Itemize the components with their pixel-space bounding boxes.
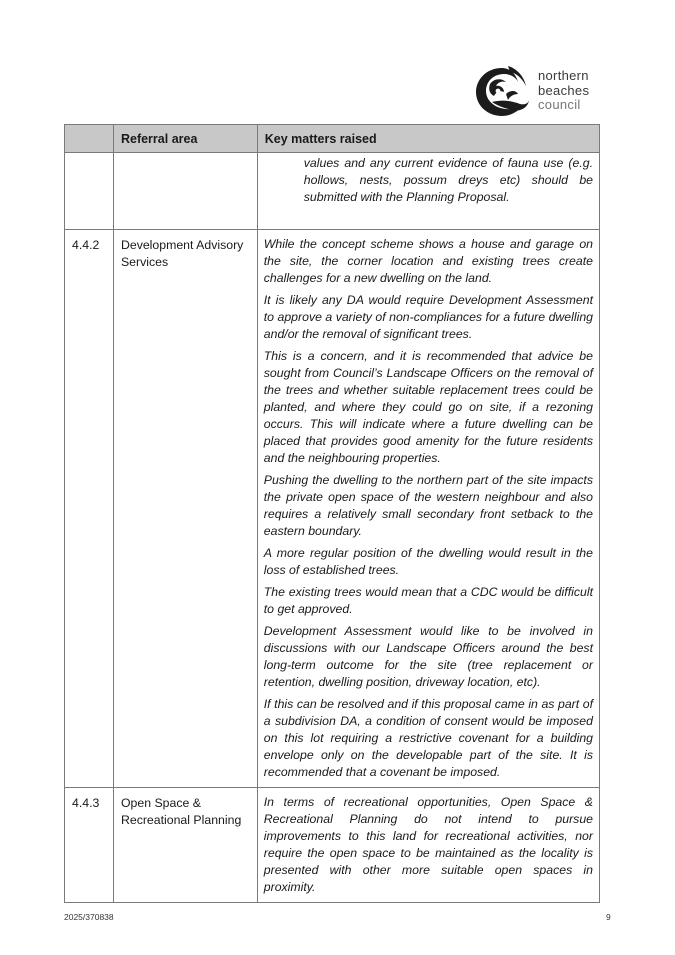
key-matters — [257, 153, 599, 230]
table-header-row — [65, 125, 600, 153]
matter-paragraph: The existing trees would mean that a CDC would be difficult to get approved. — [263, 585, 593, 616]
northern-beaches-wave-emblem-icon — [472, 64, 530, 118]
logo-line-3: council — [538, 97, 581, 112]
table-row — [65, 788, 600, 903]
matter-paragraph: A more regular position of the dwelling would result in the loss of established trees. — [263, 546, 593, 577]
row-number — [65, 153, 114, 230]
referral-area: Development Advisory Services — [113, 230, 257, 788]
council-name — [538, 69, 589, 113]
referral-area: Open Space & Recreational Planning — [113, 788, 257, 903]
matter-paragraph: If this can be resolved and if this proposal came in as part of a subdivision DA, a condition of consent would be imposed on this lot requiring a restrictive covenant for a building envelope only on the developable part of the site. It is recommended that a covenant be imposed. — [263, 697, 593, 779]
matter-paragraph: Development Assessment would like to be involved in discussions with our Landscape Officers around the best long-term outcome for the site (tree replacement or retention, dwelling position, driveway location, etc). — [263, 624, 593, 689]
column-header-number — [65, 125, 114, 153]
table-row — [65, 230, 600, 788]
key-matters — [257, 788, 599, 903]
referral-area — [113, 153, 257, 230]
matter-paragraph: This is a concern, and it is recommended that advice be sought from Council’s Landscape Officers on the removal of the trees and whether suitable replacement trees could be planted, and where they could go on site, if a rezoning occurs. This will indicate where a future dwelling can be placed that provides good amenity for the future residents and the neighbouring properties. — [263, 349, 593, 465]
row-number: 4.4.3 — [65, 788, 114, 903]
column-header-key-matters: Key matters raised — [257, 125, 599, 153]
column-header-referral-area: Referral area — [113, 125, 257, 153]
logo-line-2: beaches — [538, 82, 590, 98]
page-number: 9 — [606, 912, 611, 922]
council-logo — [472, 62, 622, 120]
matter-paragraph: It is likely any DA would require Development Assessment to approve a variety of non-compliances for a future dwelling and/or the removal of significant trees. — [263, 293, 593, 341]
document-reference: 2025/370838 — [64, 912, 114, 922]
logo-line-1: northern — [538, 68, 589, 83]
matter-paragraph: values and any current evidence of fauna use (e.g. hollows, nests, possum dreys etc) should be submitted with the Planning Proposal. — [303, 156, 593, 204]
matter-paragraph: Pushing the dwelling to the northern part of the site impacts the private open space of the western neighbour and also requires a relatively small secondary front setback to the eastern boundary. — [263, 473, 593, 538]
row-number: 4.4.2 — [65, 230, 114, 788]
matter-paragraph: While the concept scheme shows a house and garage on the site, the corner location and existing trees create challenges for a new dwelling on the land. — [263, 237, 593, 285]
referral-table — [64, 124, 600, 903]
matter-paragraph: In terms of recreational opportunities, Open Space & Recreational Planning do not intend to pursue improvements to this land for recreational activities, nor require the open space to be maintained as the locality is presented with other more suitable open spaces in proximity. — [263, 795, 593, 894]
table-row — [65, 153, 600, 230]
key-matters — [257, 230, 599, 788]
